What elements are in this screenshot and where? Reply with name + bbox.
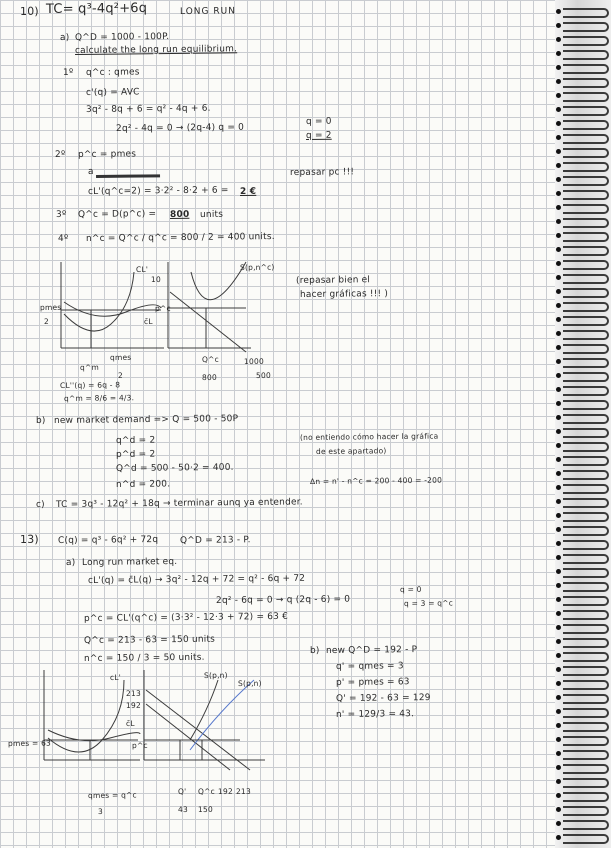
binding-hole bbox=[556, 415, 561, 420]
binding-hole bbox=[556, 597, 561, 602]
g1-cl-bar: c̄L bbox=[143, 316, 153, 326]
g13-pc: p^c bbox=[131, 740, 148, 750]
binding-hole bbox=[556, 261, 561, 266]
step4-label: 4º bbox=[57, 233, 69, 244]
step2-title: p^c = pmes bbox=[77, 149, 137, 160]
binding-ring bbox=[563, 162, 609, 172]
demand-curve-13 bbox=[146, 690, 250, 770]
g1-q-two: 2 bbox=[117, 370, 124, 380]
binding-ring bbox=[563, 274, 609, 284]
binding-ring bbox=[563, 106, 609, 116]
marginal-cost-curve-13 bbox=[48, 680, 124, 752]
binding-ring bbox=[563, 638, 609, 648]
part-a-given: Q^D = 1000 - 100P. bbox=[74, 32, 170, 43]
g1-qmes: qmes bbox=[109, 352, 132, 362]
binding-hole bbox=[556, 471, 561, 476]
part-c-label: c) bbox=[35, 499, 45, 510]
p13-a-line4: Q^c = 213 - 63 = 150 units bbox=[83, 634, 216, 646]
average-cost-curve bbox=[64, 302, 161, 316]
binding-hole bbox=[556, 569, 561, 574]
binding-ring bbox=[563, 764, 609, 774]
p13-a-line3: p^c = CL'(q^c) = (3·3² - 12·3 + 72) = 63 € bbox=[83, 611, 289, 624]
g13-q1: Q' bbox=[177, 786, 187, 796]
problem13-demand: Q^D = 213 - P. bbox=[179, 535, 251, 546]
g13-s1: S(p,n) bbox=[203, 670, 228, 680]
binding-ring bbox=[563, 316, 609, 326]
g13-pmes: pmes = 63 bbox=[7, 738, 52, 748]
part-b-delta: Δn = n' - n^c = 200 - 400 = -200 bbox=[309, 475, 443, 486]
binding-ring bbox=[563, 246, 609, 256]
p13-b-label: b) bbox=[309, 645, 320, 656]
step2-line1: a bbox=[87, 166, 94, 177]
part-b-note2: de este apartado) bbox=[315, 446, 387, 456]
min-quantity: q^m = 8/6 = 4/3. bbox=[63, 393, 135, 403]
binding-ring bbox=[563, 302, 609, 312]
p13-b-title: new Q^D = 192 - P bbox=[325, 645, 418, 656]
binding-ring bbox=[563, 736, 609, 746]
binding-hole bbox=[556, 737, 561, 742]
binding-ring bbox=[563, 330, 609, 340]
binding-hole bbox=[556, 93, 561, 98]
p13-a-line1: cL'(q) = c̄L(q) → 3q² - 12q + 72 = q² - 6q + 72 bbox=[87, 573, 306, 586]
binding-ring bbox=[563, 50, 609, 60]
binding-ring bbox=[563, 218, 609, 228]
g13-cl-bar: c̄L bbox=[125, 718, 135, 728]
binding-ring bbox=[563, 134, 609, 144]
g1-x1000: 1000 bbox=[243, 356, 264, 366]
step2-result: 2 € bbox=[239, 186, 257, 197]
binding-ring bbox=[563, 694, 609, 704]
step3-unit: units bbox=[199, 209, 224, 220]
g1-supply-label: S(p,n^c) bbox=[239, 262, 275, 272]
binding-hole bbox=[556, 51, 561, 56]
binding-ring bbox=[563, 358, 609, 368]
binding-hole bbox=[556, 317, 561, 322]
binding-hole bbox=[556, 583, 561, 588]
binding-hole bbox=[556, 653, 561, 658]
binding-ring bbox=[563, 414, 609, 424]
binding-ring bbox=[563, 820, 609, 830]
binding-ring bbox=[563, 8, 609, 18]
g1-q-min: q^m bbox=[79, 362, 99, 372]
binding-ring bbox=[563, 582, 609, 592]
binding-ring bbox=[563, 176, 609, 186]
binding-hole bbox=[556, 457, 561, 462]
step1-line2: 3q² - 8q + 6 = q² - 4q + 6. bbox=[85, 103, 211, 115]
binding-ring bbox=[563, 554, 609, 564]
binding-ring bbox=[563, 190, 609, 200]
binding-hole bbox=[556, 821, 561, 826]
binding-hole bbox=[556, 443, 561, 448]
part-b-line3: Q^d = 500 - 50·2 = 400. bbox=[115, 462, 234, 474]
step1-solution2: q = 2 bbox=[305, 130, 332, 141]
binding-ring bbox=[563, 386, 609, 396]
g13-213: 213 bbox=[125, 688, 141, 698]
binding-hole bbox=[556, 149, 561, 154]
binding-ring bbox=[563, 708, 609, 718]
part-a-instruction: calculate the long run equilibrium. bbox=[74, 44, 238, 56]
marginal-cost-curve bbox=[64, 272, 134, 331]
binding-hole bbox=[556, 835, 561, 840]
graphs-note-2: hacer gráficas !!! ) bbox=[299, 289, 389, 300]
binding-ring bbox=[563, 372, 609, 382]
g13-qmes: qmes = q^c bbox=[87, 790, 137, 800]
binding-hole bbox=[556, 667, 561, 672]
g13-x213: 213 bbox=[235, 786, 251, 796]
binding-ring bbox=[563, 680, 609, 690]
graphs-note-1: (repasar bien el bbox=[295, 275, 371, 286]
binding-ring bbox=[563, 834, 609, 844]
binding-ring bbox=[563, 652, 609, 662]
p13-a-title: Long run market eq. bbox=[81, 557, 178, 568]
binding-hole bbox=[556, 177, 561, 182]
part-b-note1: (no entiendo cómo hacer la gráfica bbox=[299, 431, 439, 442]
binding-ring bbox=[563, 610, 609, 620]
part-c-line: TC = 3q³ - 12q² + 18q → terminar aunq ya entender. bbox=[55, 497, 303, 510]
binding-hole bbox=[556, 751, 561, 756]
step1-title: q^c : qmes bbox=[85, 67, 140, 78]
step4-line: n^c = Q^c / q^c = 800 / 2 = 400 units. bbox=[85, 232, 275, 244]
binding-hole bbox=[556, 485, 561, 490]
binding-ring bbox=[563, 428, 609, 438]
binding-hole bbox=[556, 107, 561, 112]
binding-hole bbox=[556, 499, 561, 504]
g1-cl: CL' bbox=[135, 264, 149, 274]
binding-ring bbox=[563, 806, 609, 816]
binding-ring bbox=[563, 484, 609, 494]
binding-hole bbox=[556, 387, 561, 392]
binding-hole bbox=[556, 121, 561, 126]
g1-qc-val: 800 bbox=[201, 372, 217, 382]
binding-ring bbox=[563, 260, 609, 270]
binding-hole bbox=[556, 527, 561, 532]
binding-hole bbox=[556, 135, 561, 140]
second-derivative: CL''(q) = 6q - 8 bbox=[59, 380, 121, 390]
step2-label: 2º bbox=[54, 149, 66, 160]
binding-ring bbox=[563, 36, 609, 46]
binding-hole bbox=[556, 191, 561, 196]
g1-x500: 500 bbox=[255, 370, 271, 380]
binding-ring bbox=[563, 470, 609, 480]
binding-hole bbox=[556, 331, 561, 336]
binding-hole bbox=[556, 429, 561, 434]
part-a-label: a) bbox=[59, 32, 70, 43]
binding-hole bbox=[556, 541, 561, 546]
part-b-line1: q^d = 2 bbox=[115, 435, 156, 446]
binding-hole bbox=[556, 359, 561, 364]
p13-b-line2: p' = pmes = 63 bbox=[335, 677, 410, 688]
g1-pmes: pmes bbox=[39, 302, 62, 312]
binding-ring bbox=[563, 456, 609, 466]
binding-ring bbox=[563, 722, 609, 732]
binding-hole bbox=[556, 611, 561, 616]
part-b-given: new market demand => Q = 500 - 50P bbox=[53, 414, 239, 426]
binding-hole bbox=[556, 163, 561, 168]
binding-hole bbox=[556, 65, 561, 70]
binding-hole bbox=[556, 345, 561, 350]
problem-number: 10) bbox=[19, 4, 39, 18]
binding-ring bbox=[563, 778, 609, 788]
p13-a-line2: 2q² - 6q = 0 → q (2q - 6) = 0 bbox=[215, 594, 351, 606]
binding-ring bbox=[563, 442, 609, 452]
g13-three: 3 bbox=[97, 806, 104, 816]
binding-hole bbox=[556, 401, 561, 406]
g13-150: 150 bbox=[197, 804, 213, 814]
step2-line2: cL'(q^c=2) = 3·2² - 8·2 + 6 = bbox=[87, 185, 229, 197]
binding-ring bbox=[563, 568, 609, 578]
binding-hole bbox=[556, 625, 561, 630]
binding-hole bbox=[556, 303, 561, 308]
p13-a-line5: n^c = 150 / 3 = 50 units. bbox=[83, 652, 205, 664]
binding-hole bbox=[556, 275, 561, 280]
binding-hole bbox=[556, 513, 561, 518]
binding-hole bbox=[556, 37, 561, 42]
p13-b-line4: n' = 129/3 = 43. bbox=[335, 709, 415, 720]
g1-pc: p^c bbox=[154, 303, 171, 313]
step1-solution1: q = 0 bbox=[305, 116, 332, 127]
cost-function: TC= q³-4q²+6q bbox=[45, 0, 148, 17]
binding-ring bbox=[563, 148, 609, 158]
g1-two: 2 bbox=[43, 316, 50, 326]
binding-ring bbox=[563, 400, 609, 410]
p13-a-label: a) bbox=[65, 557, 76, 568]
binding-hole bbox=[556, 723, 561, 728]
scribble bbox=[96, 166, 160, 178]
binding-hole bbox=[556, 23, 561, 28]
review-note: repasar pc !!! bbox=[289, 167, 355, 178]
binding-hole bbox=[556, 79, 561, 84]
step1-line1: c'(q) = AVC bbox=[85, 87, 140, 98]
binding-ring bbox=[563, 624, 609, 634]
average-cost-curve-13 bbox=[48, 730, 140, 741]
g13-192: 192 bbox=[125, 700, 141, 710]
binding-ring bbox=[563, 22, 609, 32]
part-b-label: b) bbox=[35, 415, 46, 426]
binding-hole bbox=[556, 9, 561, 14]
binding-hole bbox=[556, 247, 561, 252]
g13-x192: 192 bbox=[217, 786, 233, 796]
binding-ring bbox=[563, 288, 609, 298]
binding-hole bbox=[556, 205, 561, 210]
binding-ring bbox=[563, 596, 609, 606]
binding-ring bbox=[563, 498, 609, 508]
supply-curve-13 bbox=[190, 680, 218, 740]
binding-hole bbox=[556, 793, 561, 798]
binding-hole bbox=[556, 807, 561, 812]
problem13-cost: C(q) = q³ - 6q² + 72q bbox=[57, 534, 159, 546]
binding-ring bbox=[563, 750, 609, 760]
binding-hole bbox=[556, 233, 561, 238]
binding-hole bbox=[556, 695, 561, 700]
g13-s2: S(p,n) bbox=[237, 678, 262, 688]
binding-hole bbox=[556, 765, 561, 770]
binding-hole bbox=[556, 289, 561, 294]
p13-a-sol2: q = 3 = q^c bbox=[403, 598, 454, 608]
binding-ring bbox=[563, 666, 609, 676]
step3-label: 3º bbox=[55, 209, 67, 220]
topic-heading: LONG RUN bbox=[179, 6, 236, 17]
step1-line3: 2q² - 4q = 0 → (2q-4) q = 0 bbox=[115, 122, 245, 134]
binding-hole bbox=[556, 681, 561, 686]
binding-hole bbox=[556, 709, 561, 714]
g13-cl: cL' bbox=[109, 672, 122, 682]
binding-ring bbox=[563, 792, 609, 802]
problem13-number: 13) bbox=[19, 532, 39, 546]
binding-hole bbox=[556, 779, 561, 784]
binding-hole bbox=[556, 555, 561, 560]
g13-43: 43 bbox=[177, 804, 188, 814]
binding-ring bbox=[563, 512, 609, 522]
g1-ten: 10 bbox=[150, 274, 161, 284]
p13-a-sol1: q = 0 bbox=[399, 584, 422, 594]
p13-b-line1: q' = qmes = 3 bbox=[335, 661, 404, 672]
step3-result: 800 bbox=[169, 209, 190, 220]
binding-ring bbox=[563, 64, 609, 74]
binding-ring bbox=[563, 526, 609, 536]
binding-ring bbox=[563, 120, 609, 130]
binding-ring bbox=[563, 540, 609, 550]
demand-curve-10 bbox=[170, 292, 246, 352]
p13-b-line3: Q' = 192 - 63 = 129 bbox=[335, 693, 431, 704]
binding-ring bbox=[563, 78, 609, 88]
part-b-line4: n^d = 200. bbox=[115, 479, 171, 490]
binding-ring bbox=[563, 92, 609, 102]
step1-label: 1º bbox=[62, 67, 74, 78]
step3-line: Q^c = D(p^c) = bbox=[77, 209, 157, 220]
g13-qc: Q^c bbox=[197, 786, 215, 796]
binding-hole bbox=[556, 639, 561, 644]
binding-ring bbox=[563, 204, 609, 214]
binding-ring bbox=[563, 344, 609, 354]
binding-hole bbox=[556, 373, 561, 378]
binding-hole bbox=[556, 219, 561, 224]
supply-curve-10 bbox=[191, 262, 246, 300]
part-b-line2: p^d = 2 bbox=[115, 449, 156, 460]
binding-ring bbox=[563, 232, 609, 242]
g1-qc: Q^c bbox=[201, 354, 219, 364]
